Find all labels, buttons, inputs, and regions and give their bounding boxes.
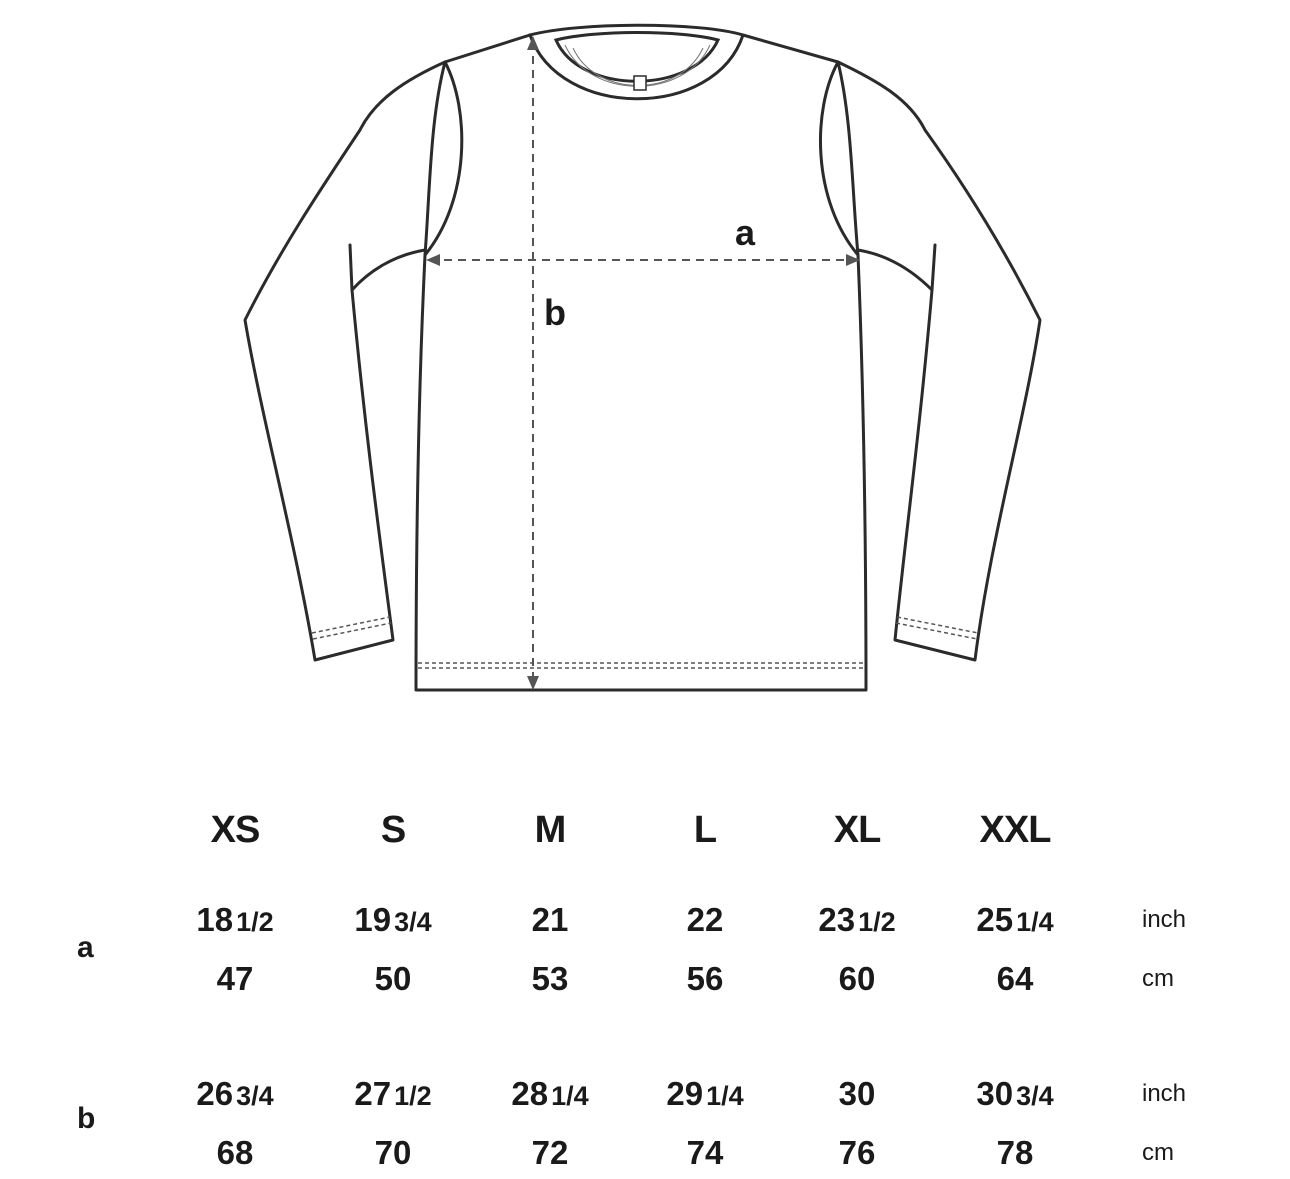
row-a-cm-value: 50	[374, 960, 412, 997]
measurement-a-label: a	[735, 212, 756, 253]
inch-whole: 19	[354, 901, 392, 938]
inch-whole: 21	[531, 901, 569, 938]
inch-whole: 22	[686, 901, 724, 938]
left-sleeve-outline	[245, 62, 445, 660]
inch-fraction: 1/4	[706, 1081, 744, 1111]
size-header-xxl: XXL	[979, 809, 1051, 851]
row-b-inch-value	[666, 1077, 743, 1110]
row-b-cm-value: 68	[216, 1134, 254, 1171]
row-b-inch-value	[196, 1077, 273, 1110]
row-a-inch-value	[196, 903, 273, 936]
inch-fraction: 1/2	[236, 907, 274, 937]
collar-label	[634, 76, 646, 90]
row-b-cm-value: 72	[531, 1134, 569, 1171]
row-label-a: a	[77, 931, 94, 964]
row-b-cm-value: 70	[374, 1134, 412, 1171]
right-sleeve-outline	[838, 62, 1040, 660]
inch-whole: 25	[976, 901, 1014, 938]
row-b-cm-value: 74	[686, 1134, 724, 1171]
row-a-inch-value	[354, 903, 431, 936]
row-a-cm-value: 53	[531, 960, 569, 997]
row-a-inch-value	[976, 903, 1053, 936]
row-b-inch-value	[839, 1077, 876, 1110]
inch-whole: 18	[196, 901, 234, 938]
measurement-a-arrow	[426, 254, 860, 266]
row-b-inch-value	[354, 1077, 431, 1110]
size-header-m: M	[534, 809, 566, 851]
inch-whole: 28	[511, 1075, 549, 1112]
row-a-cm-value: 47	[216, 960, 254, 997]
row-b-inch-unit: inch	[1142, 1080, 1187, 1107]
inch-fraction: 3/4	[236, 1081, 274, 1111]
row-b-cm-unit: cm	[1142, 1139, 1174, 1166]
row-a-cm-value: 60	[838, 960, 876, 997]
row-a-inch-unit: inch	[1142, 906, 1187, 933]
measurement-b-arrow	[527, 36, 539, 690]
inch-whole: 27	[354, 1075, 392, 1112]
inch-whole: 29	[666, 1075, 704, 1112]
inch-whole: 30	[976, 1075, 1014, 1112]
row-a-inch-value	[818, 903, 895, 936]
size-header-s: S	[380, 809, 406, 851]
row-a-cm-unit: cm	[1142, 965, 1174, 992]
inch-fraction: 1/2	[858, 907, 896, 937]
inch-whole: 26	[196, 1075, 234, 1112]
row-b-cm-value: 78	[996, 1134, 1034, 1171]
row-a-inch-value	[687, 903, 724, 936]
size-header-xl: XL	[833, 809, 881, 851]
row-a-inch-value	[532, 903, 569, 936]
measurement-b-label: b	[544, 292, 566, 333]
row-b-cm-value: 76	[838, 1134, 876, 1171]
row-a-cm-value: 56	[686, 960, 724, 997]
row-b-inch-value	[976, 1077, 1053, 1110]
inch-whole: 23	[818, 901, 856, 938]
shirt-body-outline	[416, 35, 866, 690]
row-label-b: b	[77, 1102, 96, 1135]
size-header-l: L	[693, 809, 717, 851]
size-header-xs: XS	[210, 809, 260, 851]
inch-fraction: 1/2	[394, 1081, 432, 1111]
inch-fraction: 3/4	[1016, 1081, 1054, 1111]
inch-fraction: 1/4	[1016, 907, 1054, 937]
inch-fraction: 1/4	[551, 1081, 589, 1111]
row-b-inch-value	[511, 1077, 588, 1110]
inch-fraction: 3/4	[394, 907, 432, 937]
row-a-cm-value: 64	[996, 960, 1034, 997]
inch-whole: 30	[838, 1075, 876, 1112]
